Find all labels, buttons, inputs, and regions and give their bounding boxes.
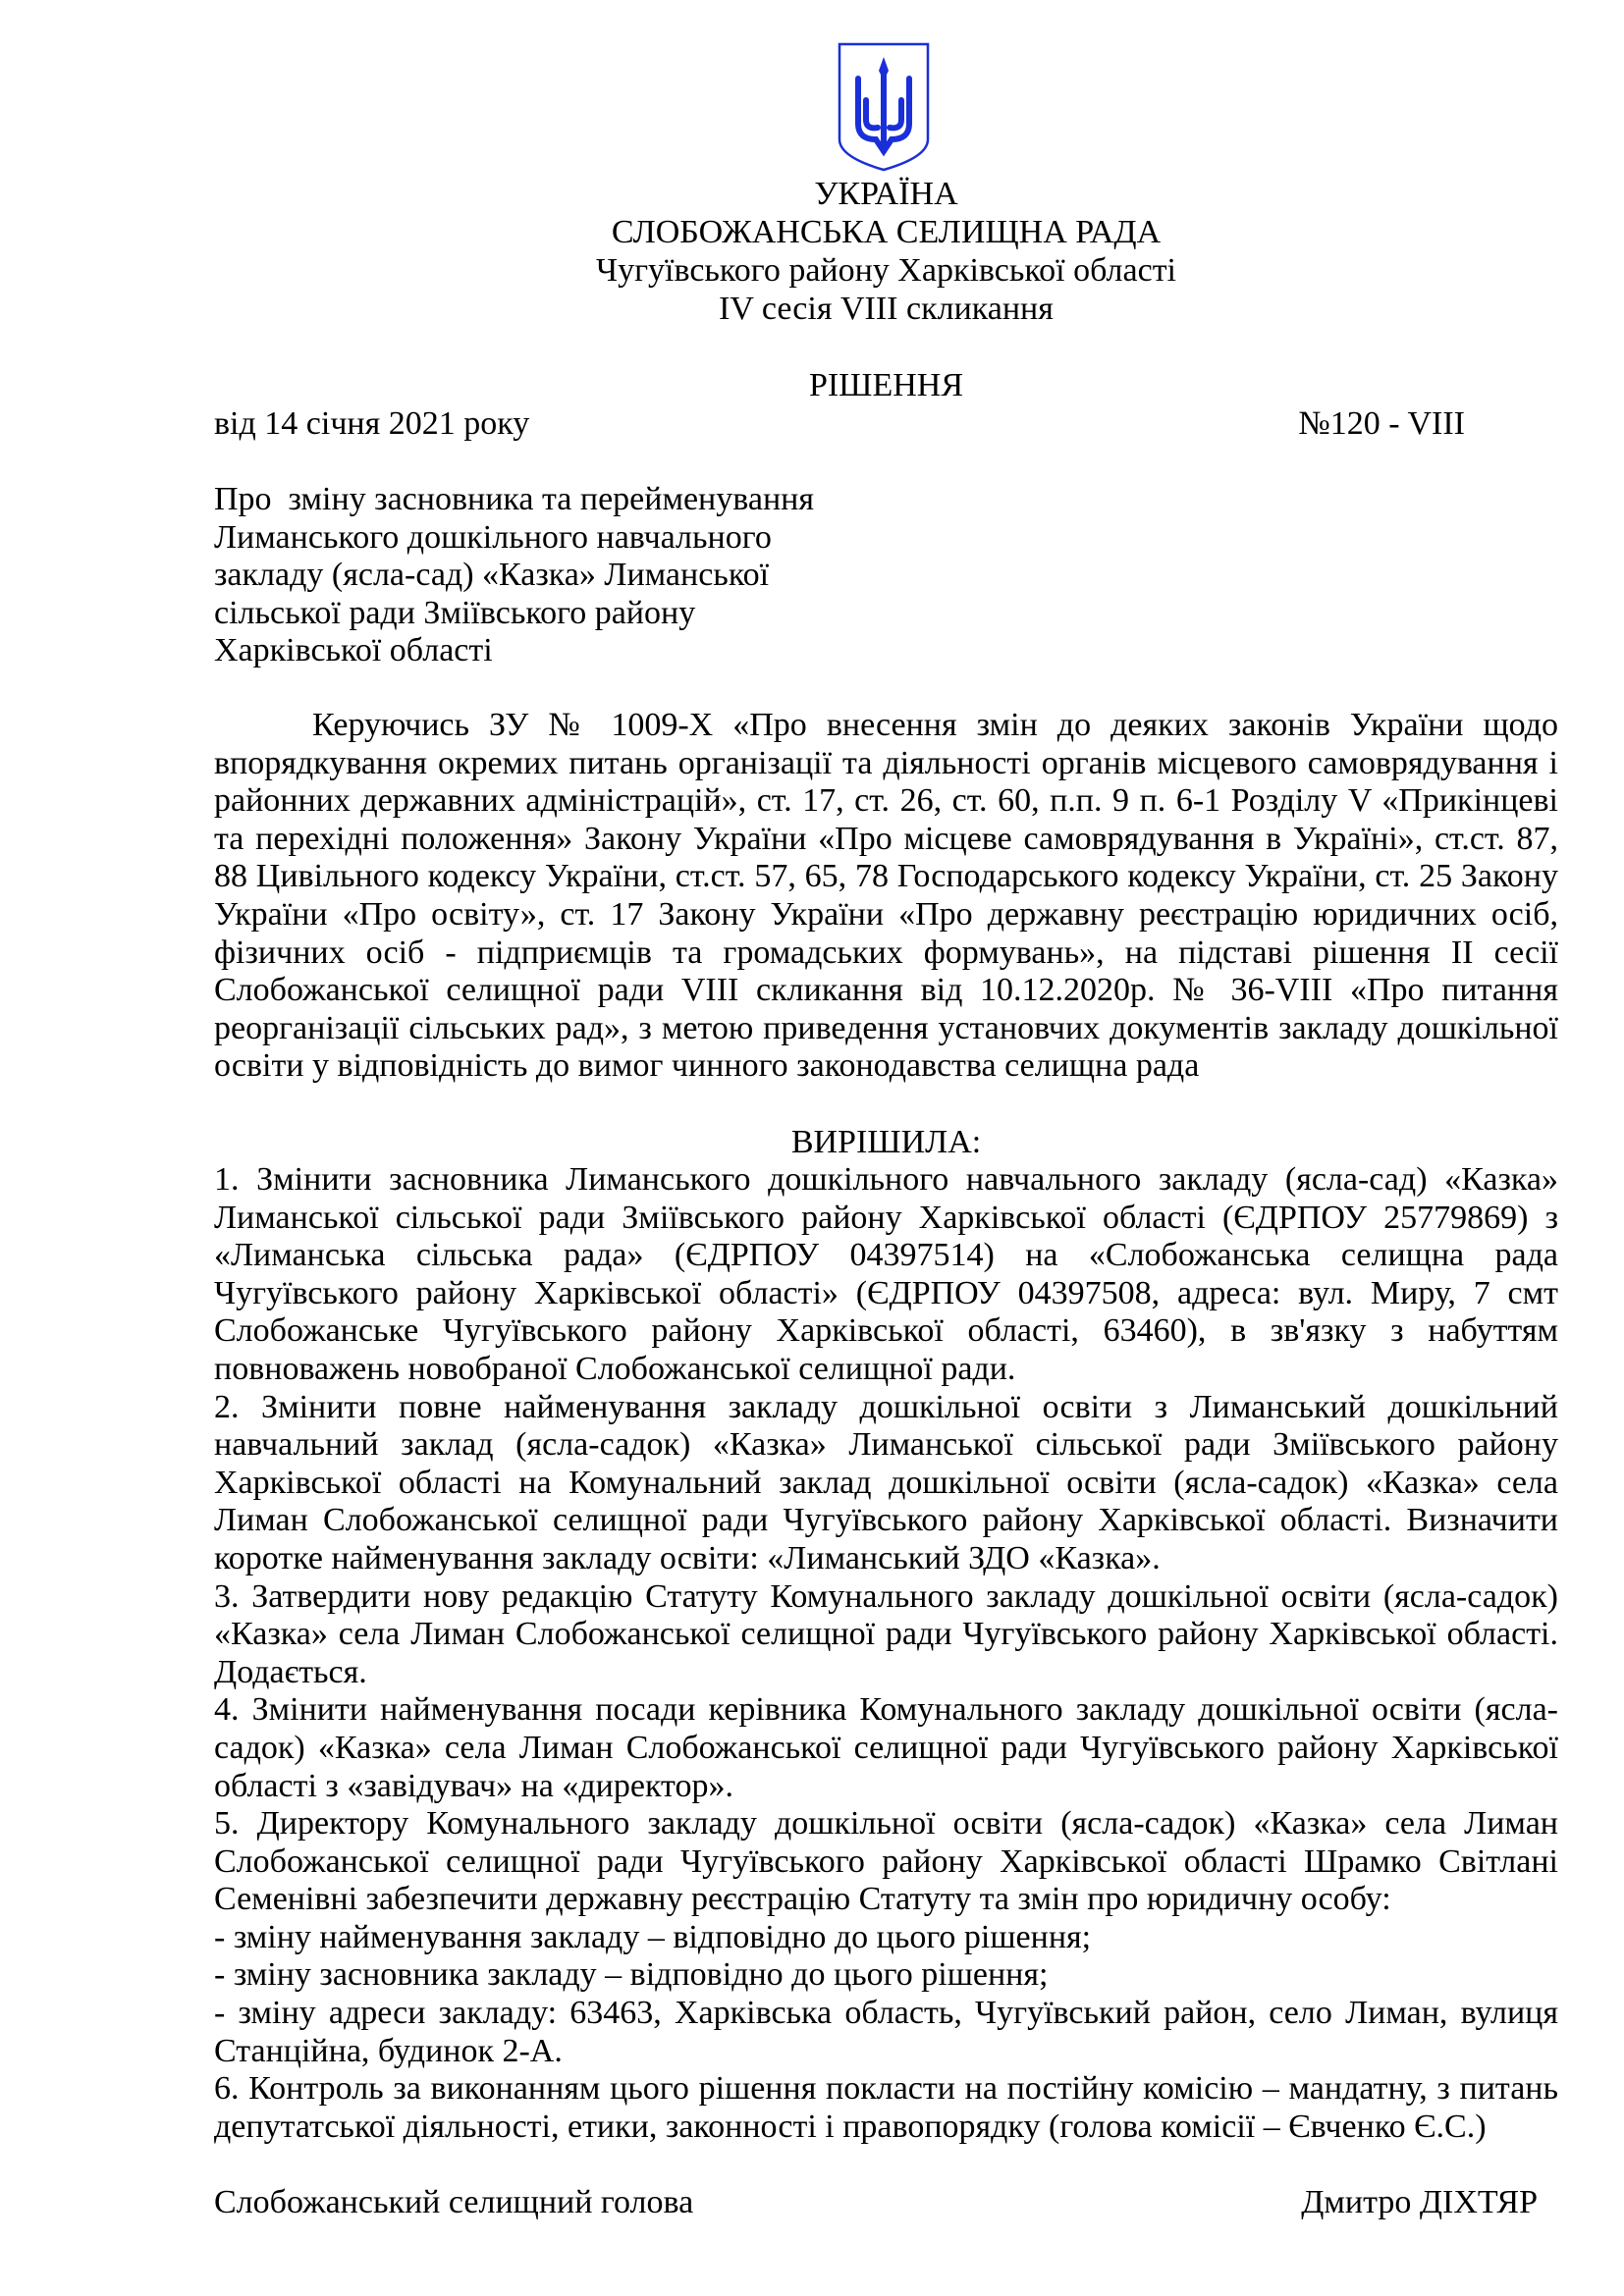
resolution-subitem: - зміну засновника закладу – відповідно до цього рішення; [214,1956,1049,1994]
signatory-position: Слобожанський селищний голова [214,2184,694,2220]
document-subject [214,481,814,670]
council-title: СЛОБОЖАНСЬКА СЕЛИЩНА РАДА [611,214,1162,250]
document-header [214,175,1558,328]
document-type: РІШЕННЯ [808,367,964,403]
resolved-heading: ВИРІШИЛА: [790,1124,982,1160]
session-line: IV сесія VIII скликання [719,291,1054,327]
document-number: №120 - VIII [1298,405,1465,442]
document-date: від 14 січня 2021 року [214,405,530,442]
subject-line: закладу (ясла-сад) «Казка» Лиманської [214,557,770,594]
resolution-subitem: - зміну адреси закладу: 63463, Харківська область, Чугуївський район, село Лиман, вулиця Станційна, будинок 2-А. [214,1995,1558,2069]
signatory-name: Дмитро ДІХТЯР [1301,2184,1538,2220]
resolution-item: 5. Директору Комунального закладу дошкільної освіти (ясла-садок) «Казка» села Лиман Слобожанської селищної ради Чугуївського району Харківської області Шрамко Світлані Семенівні забезпечити державну реєстрацію Статуту та змін про юридичну особу: [214,1805,1558,1918]
resolution-item: 4. Змінити найменування посади керівника Комунального закладу дошкільної освіти (ясла-садок) «Казка» села Лиман Слобожанської селищної ради Чугуївського району Харківської області з «завідувач» на «директор». [214,1691,1558,1804]
coat-of-arms-trident-icon [837,41,931,173]
district-line: Чугуївського району Харківської області [595,252,1176,289]
resolution-item: 1. Змінити засновника Лиманського дошкільного навчального закладу (ясла-сад) «Казка» Лиманської сільської ради Зміївського району Харківської області (ЄДРПОУ 25779869) з «Лиманська сільська рада» (ЄДРПОУ 04397514) на «Слобожанська селищна рада Чугуївського району Харківської області» (ЄДРПОУ 04397508, адреса: вул. Миру, 7 смт Слобожанське Чугуївського району Харківської області, 63460), в зв'язку з набуттям повноважень новобраної Слобожанської селищної ради. [214,1161,1558,1387]
resolution-item: 6. Контроль за виконанням цього рішення покласти на постійну комісію – мандатну, з питань депутатської діяльності, етики, законності і правопорядку (голова комісії – Євченко Є.С.) [214,2070,1558,2145]
resolution-subitem: - зміну найменування закладу – відповідно до цього рішення; [214,1918,1092,1955]
subject-line: Лиманського дошкільного навчального [214,518,772,556]
resolution-item: 3. Затвердити нову редакцію Статуту Комунального закладу дошкільної освіти (ясла-садок) «Казка» села Лиман Слобожанської селищної ради Чугуївського району Харківської області. Додається. [214,1577,1558,1690]
preamble [214,707,1558,1086]
resolution-items [214,1161,1558,2146]
subject-line: сільської ради Зміївського району [214,594,696,631]
preamble-text: Керуючись ЗУ № 1009-Х «Про внесення змін до деяких законів України щодо впорядкування окремих питань організації та діяльності органів місцевого самоврядування і районних державних адміністрацій», ст. 17, ст. 26, ст. 60, п.п. 9 п. 6-1 Розділу V «Прикінцеві та перехідні положення» Закону України «Про місцеве самоврядування в Україні», ст.ст. 87, 88 Цивільного кодексу України, ст.ст. 57, 65, 78 Господарського кодексу України, ст. 25 Закону України «Про освіту», ст. 17 Закону України «Про державну реєстрацію юридичних осіб, фізичних осіб - підприємців та громадських формувань», на підставі рішення ІІ сесії Слобожанської селищної ради VIII скликання від 10.12.2020р. № 36-VIII «Про питання реорганізації сільських рад», з метою приведення установчих документів закладу дошкільної освіти у відповідність до вимог чинного законодавства селищна рада [214,707,1558,1085]
resolution-item: 2. Змінити повне найменування закладу дошкільної освіти з Лиманський дошкільний навчальний заклад (ясла-садок) «Казка» Лиманської сільської ради Зміївського району Харківської області на Комунальний заклад дошкільної освіти (ясла-садок) «Казка» села Лиман Слобожанської селищної ради Чугуївського району Харківської області. Визначити коротке найменування закладу освіти: «Лиманський ЗДО «Казка». [214,1388,1558,1576]
country-title: УКРАЇНА [814,176,958,212]
subject-line: Харківської області [214,632,493,669]
subject-line: Про зміну засновника та перейменування [214,481,814,517]
